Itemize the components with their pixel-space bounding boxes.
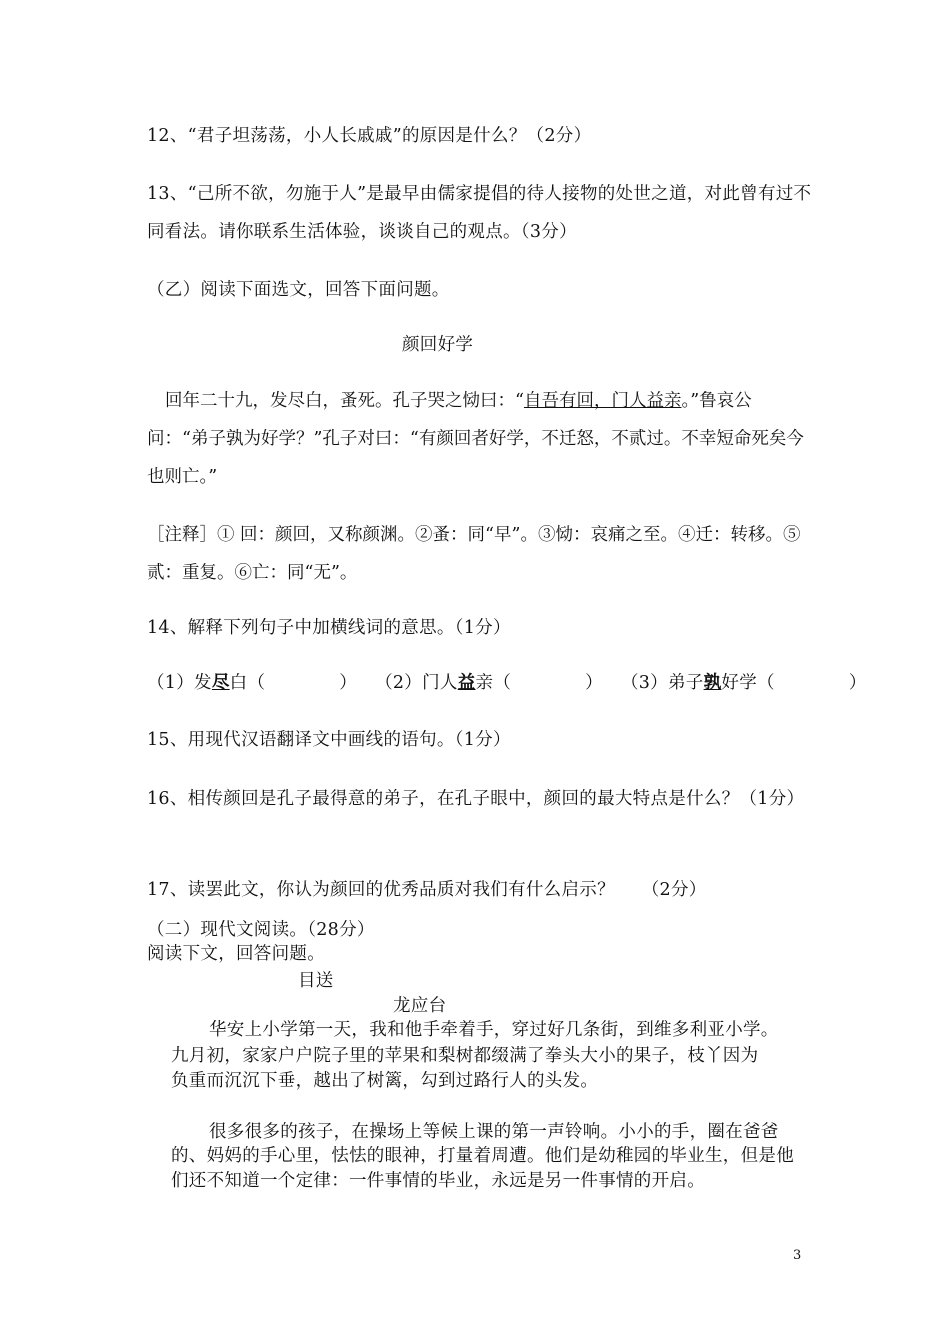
section-2-heading: （二）现代文阅读。（28分） (147, 920, 375, 940)
passage2-title: 目送 (298, 971, 334, 991)
question-16: 16、相传颜回是孔子最得意的弟子，在孔子眼中，颜回的最大特点是什么？（1分） (147, 789, 805, 809)
passage2-p1-line2: 九月初，家家户户院子里的苹果和梨树都缀满了拳头大小的果子，枝丫因为 (171, 1046, 759, 1066)
q14-item-3: （3）弟子孰好学（ ） (620, 673, 867, 693)
passage2-author: 龙应台 (393, 996, 447, 1016)
passage2-p2-line1: 很多很多的孩子，在操场上等候上课的第一声铃响。小小的手，圈在爸爸 (209, 1122, 779, 1142)
passage1-paragraph (147, 382, 812, 496)
passage2-p1-line1: 华安上小学第一天，我和他手牵着手，穿过好几条街，到维多利亚小学。 (209, 1020, 779, 1040)
passage1-notes: ［注释］① 回：颜回，又称颜渊。②蚤：同“早”。③恸：哀痛之至。④迁：转移。⑤贰：重复。⑥亡：同“无”。 (147, 525, 801, 583)
q14-item-1: （1）发尽白（ ） (147, 673, 358, 693)
passage2-p2-line2: 的、妈妈的手心里，怯怯的眼神，打量着周遭。他们是幼稚园的毕业生，但是他 (171, 1146, 794, 1166)
question-12: 12、“君子坦荡荡，小人长戚戚”的原因是什么？（2分） (147, 126, 592, 146)
passage1-underlined-sentence: 自吾有回，门人益亲 (523, 391, 682, 411)
question-17: 17、读罢此文，你认为颜回的优秀品质对我们有什么启示？ （2分） (147, 880, 707, 900)
passage1-text-b: 。”鲁哀公问：“弟子孰为好学？”孔子对曰：“有颜回者好学，不迁怒，不贰过。不幸短命死矣今也则亡。” (147, 391, 804, 487)
question-13: 13、“己所不欲，勿施于人”是最早由儒家提倡的待人接物的处世之道，对此曾有过不同看法。请你联系生活体验，谈谈自己的观点。（3分） (147, 184, 812, 242)
section-b-heading: （乙）阅读下面选文，回答下面问题。 (147, 280, 450, 300)
question-14-items (147, 675, 867, 693)
question-14: 14、解释下列句子中加横线词的意思。（1分） (147, 618, 511, 638)
question-15: 15、用现代汉语翻译文中画线的语句。（1分） (147, 730, 511, 750)
passage2-p2-line3: 们还不知道一个定律：一件事情的毕业，永远是另一件事情的开启。 (171, 1171, 705, 1191)
q14-item-2: （2）门人益亲（ ） (375, 673, 603, 693)
section-2-instruction: 阅读下文，回答问题。 (147, 944, 325, 964)
passage1-title: 颜回好学 (402, 335, 474, 355)
page-number: 3 (793, 1248, 802, 1263)
passage1-text-a: 回年二十九，发尽白，蚤死。孔子哭之恸曰：“ (165, 391, 524, 411)
passage2-p1-line3: 负重而沉沉下垂，越出了树篱，勾到过路行人的头发。 (171, 1071, 599, 1091)
